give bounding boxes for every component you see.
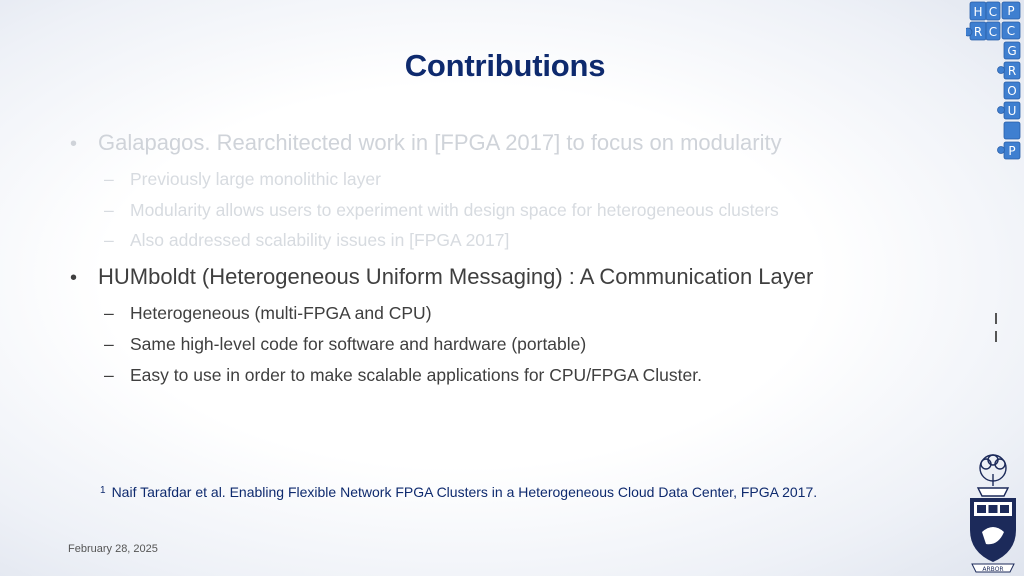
bullet-galapagos: [70, 130, 782, 156]
sub-bullet-text: Also addressed scalability issues in [FPGA 2017]: [130, 230, 510, 250]
sub-bullet-text: Easy to use in order to make scalable applications for CPU/FPGA Cluster.: [130, 365, 702, 385]
crest-banner-text: ARBOR: [982, 566, 1004, 573]
logo-letter: C: [1006, 24, 1016, 38]
logo-letter: P: [1008, 144, 1016, 158]
sub-bullet: [104, 169, 381, 190]
sub-bullet-text: Previously large monolithic layer: [130, 169, 381, 189]
logo-letter: G: [1007, 44, 1017, 58]
logo-letter: O: [1007, 84, 1017, 98]
side-mark: [995, 313, 997, 324]
side-mark: [995, 331, 997, 342]
sub-bullet-text: Heterogeneous (multi-FPGA and CPU): [130, 303, 432, 323]
sub-bullet: [104, 200, 779, 221]
sub-bullet: [104, 230, 509, 251]
logo-letter: C: [988, 25, 998, 39]
dash-icon: –: [104, 303, 114, 323]
bullet-dot: •: [70, 267, 78, 289]
sub-bullet: [104, 365, 702, 386]
dash-icon: –: [104, 365, 114, 385]
slide-title: Contributions: [404, 48, 606, 83]
sub-bullet: [104, 303, 432, 324]
dash-icon: –: [104, 169, 114, 189]
bullet-humboldt: [70, 264, 813, 290]
logo-letter: H: [973, 5, 983, 19]
dash-icon: –: [104, 334, 114, 354]
hprc-group-logo-icon: [966, 0, 1024, 164]
footnote-marker: 1: [100, 485, 106, 496]
footnote-text: Naif Tarafdar et al. Enabling Flexible Network FPGA Clusters in a Heterogeneous Cloud Data Center, FPGA 2017.: [111, 484, 818, 500]
dash-icon: –: [104, 200, 114, 220]
dash-icon: –: [104, 230, 114, 250]
footnote: [100, 484, 817, 500]
bullet-text: HUMboldt (Heterogeneous Uniform Messaging) : A Communication Layer: [98, 264, 814, 289]
sub-bullet-text: Same high-level code for software and hardware (portable): [130, 334, 587, 354]
sub-bullet: [104, 334, 586, 355]
university-crest-icon: [964, 452, 1022, 576]
logo-letter: R: [1007, 64, 1017, 78]
logo-letter: P: [1007, 4, 1015, 18]
bullet-text: Galapagos. Rearchitected work in [FPGA 2017] to focus on modularity: [98, 130, 782, 155]
sub-bullet-text: Modularity allows users to experiment with design space for heterogeneous clusters: [130, 200, 779, 220]
slide-date: February 28, 2025: [68, 543, 158, 555]
logo-letter: R: [973, 25, 983, 39]
bullet-dot: •: [70, 133, 78, 155]
logo-letter: U: [1007, 104, 1017, 118]
logo-letter: C: [988, 5, 998, 19]
